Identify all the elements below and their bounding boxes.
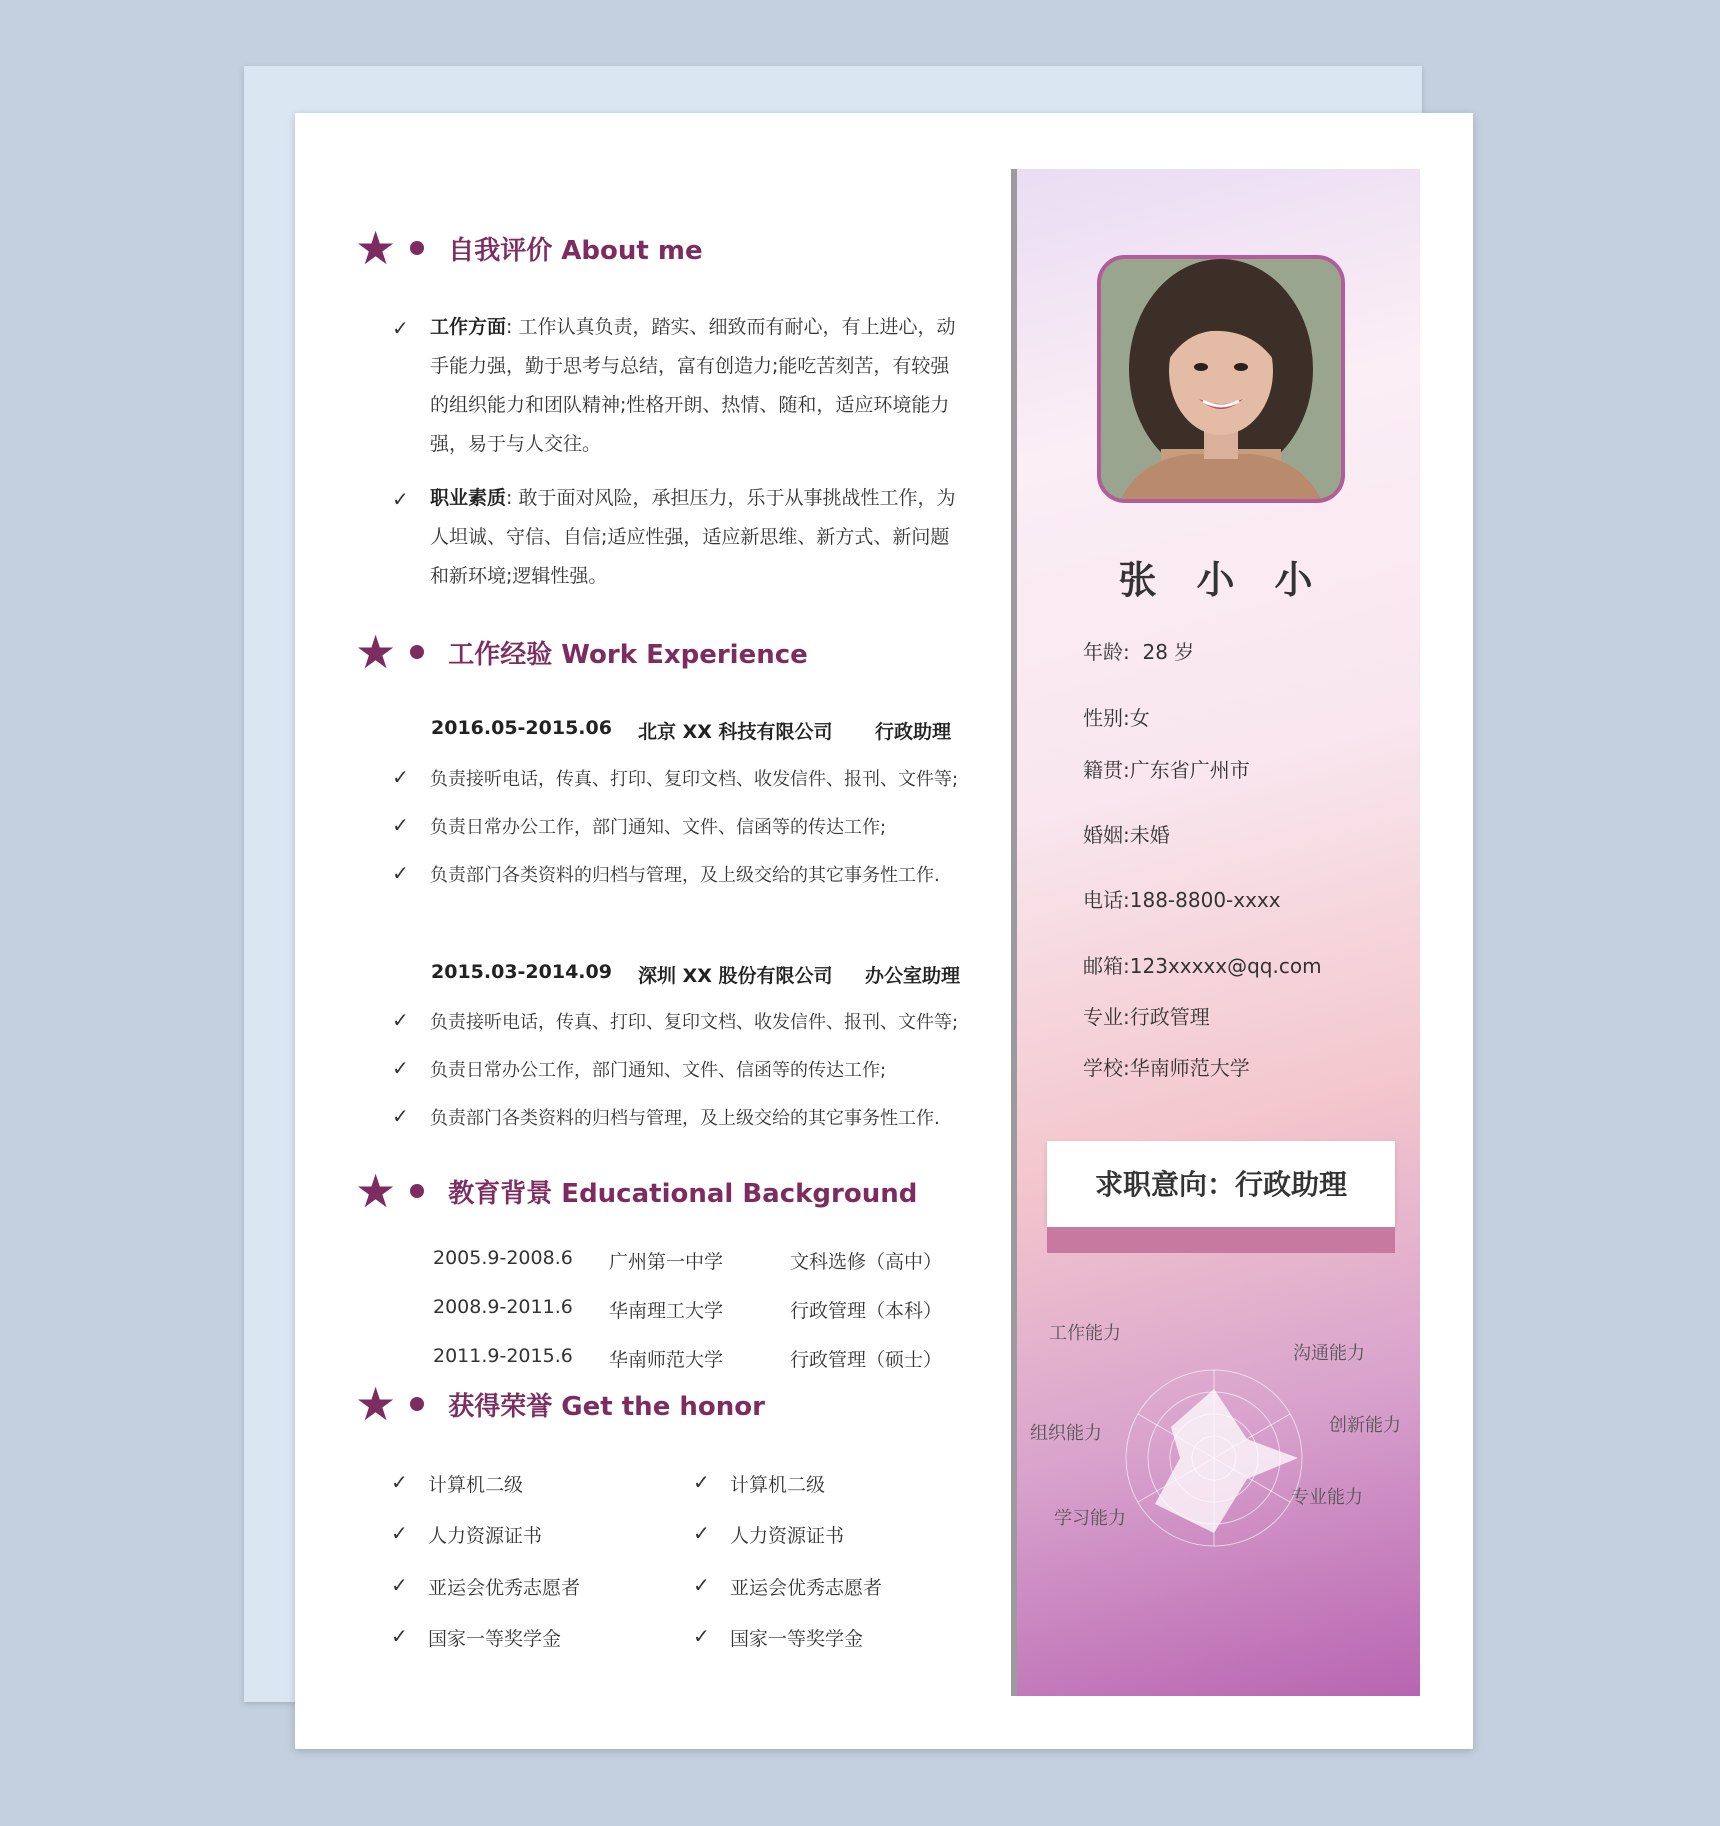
check-icon: ✓ (391, 1573, 408, 1597)
section-honor-header (355, 1377, 765, 1431)
section-title: 自我评价 About me (448, 235, 703, 266)
about-item-label: 工作方面 (430, 316, 507, 338)
honor-item: 国家一等奖学金 (730, 1628, 864, 1650)
resume-page (295, 113, 1473, 1749)
bullet-dot-icon (410, 645, 424, 659)
section-education-header (355, 1164, 918, 1218)
bullet-dot-icon (410, 241, 424, 255)
education-table (433, 1239, 953, 1371)
job-duty: 负责日常办公工作，部门通知、文件、信函等的传达工作; (430, 817, 887, 838)
info-label: 籍贯: (1083, 758, 1130, 782)
info-value: 123xxxxx@qq.com (1129, 954, 1322, 978)
check-icon: ✓ (392, 316, 409, 340)
info-email (1083, 950, 1322, 979)
bullet-dot-icon (410, 1397, 424, 1411)
star-icon: ★ (355, 1377, 397, 1431)
edu-period: 2011.9-2015.6 (433, 1345, 573, 1367)
honor-item: 人力资源证书 (730, 1525, 845, 1547)
info-age (1083, 636, 1194, 665)
info-label: 电话: (1083, 888, 1130, 912)
honor-item: 亚运会优秀志愿者 (730, 1577, 883, 1599)
about-item-text: : 工作认真负责，踏实、细致而有耐心，有上进心，动手能力强，勤于思考与总结，富有创造力;能吃苦刻苦，有较强的组织能力和团队精神;性格开朗、热情、随和，适应环境能力强，易于与人交往。 (430, 316, 956, 455)
job-duty: 负责接听电话，传真、打印、复印文档、收发信件、报刊、文件等; (430, 769, 959, 790)
section-work-header (355, 625, 808, 679)
edu-school: 广州第一中学 (609, 1251, 724, 1273)
skills-radar-chart (1011, 1309, 1420, 1609)
info-marital (1083, 819, 1170, 848)
section-title: 教育背景 Educational Background (448, 1178, 918, 1209)
about-item-label: 职业素质 (430, 487, 507, 509)
job-period: 2016.05-2015.06 (431, 717, 612, 739)
check-icon: ✓ (392, 861, 409, 885)
edu-major: 行政管理（本科） (790, 1300, 943, 1322)
portrait-image (1101, 259, 1341, 499)
info-value: 28 岁 (1142, 640, 1195, 664)
check-icon: ✓ (392, 1008, 409, 1032)
job-role: 行政助理 (875, 721, 952, 743)
info-value: 女 (1129, 706, 1150, 730)
edu-school: 华南师范大学 (609, 1349, 724, 1371)
check-icon: ✓ (693, 1624, 710, 1648)
edu-period: 2008.9-2011.6 (433, 1296, 573, 1318)
info-value: 华南师范大学 (1129, 1056, 1250, 1080)
info-label: 年龄: (1083, 640, 1130, 664)
check-icon: ✓ (391, 1521, 408, 1545)
radar-label: 组织能力 (1030, 1423, 1102, 1444)
info-label: 邮箱: (1083, 954, 1130, 978)
radar-label: 创新能力 (1329, 1415, 1401, 1436)
info-label: 学校: (1083, 1056, 1130, 1080)
info-value: 行政管理 (1129, 1005, 1210, 1029)
star-icon: ★ (355, 625, 397, 679)
check-icon: ✓ (392, 1056, 409, 1080)
job-duty: 负责接听电话，传真、打印、复印文档、收发信件、报刊、文件等; (430, 1012, 959, 1033)
star-icon: ★ (355, 221, 397, 275)
section-about-header (355, 221, 703, 275)
info-gender (1083, 702, 1150, 731)
info-value: 188-8800-xxxx (1129, 888, 1281, 912)
info-label: 婚姻: (1083, 823, 1130, 847)
edu-major: 文科选修（高中） (790, 1251, 943, 1273)
info-value: 广东省广州市 (1129, 758, 1250, 782)
honor-item: 计算机二级 (730, 1474, 826, 1496)
about-item-text: : 敢于面对风险，承担压力，乐于从事挑战性工作，为人坦诚、守信、自信;适应性强，适应新思维、新方式、新问题和新环境;逻辑性强。 (430, 487, 956, 587)
info-value: 未婚 (1129, 823, 1170, 847)
bullet-dot-icon (410, 1184, 424, 1198)
honor-item: 人力资源证书 (428, 1525, 543, 1547)
radar-area (1155, 1389, 1298, 1533)
check-icon: ✓ (392, 487, 409, 511)
check-icon: ✓ (391, 1470, 408, 1494)
info-major (1083, 1001, 1210, 1030)
edu-major: 行政管理（硕士） (790, 1349, 943, 1371)
check-icon: ✓ (392, 765, 409, 789)
job-duty: 负责部门各类资料的归档与管理，及上级交给的其它事务性工作. (430, 1108, 940, 1129)
job-intent-bar (1047, 1227, 1395, 1253)
radar-label: 工作能力 (1049, 1323, 1121, 1344)
honor-item: 计算机二级 (428, 1474, 524, 1496)
about-item (430, 479, 965, 596)
full-name: 张小小 (1118, 558, 1353, 602)
radar-label: 沟通能力 (1293, 1343, 1365, 1364)
edu-period: 2005.9-2008.6 (433, 1247, 573, 1269)
check-icon: ✓ (391, 1624, 408, 1648)
job-period: 2015.03-2014.09 (431, 961, 612, 983)
job-company: 北京 XX 科技有限公司 (638, 721, 833, 743)
section-title: 获得荣誉 Get the honor (448, 1391, 765, 1422)
info-hometown (1083, 754, 1250, 783)
check-icon: ✓ (693, 1470, 710, 1494)
info-phone (1083, 884, 1281, 913)
edu-school: 华南理工大学 (609, 1300, 724, 1322)
job-role: 办公室助理 (865, 965, 961, 987)
check-icon: ✓ (392, 1104, 409, 1128)
check-icon: ✓ (693, 1573, 710, 1597)
star-icon: ★ (355, 1164, 397, 1218)
job-intent-card (1047, 1141, 1395, 1227)
about-item (430, 308, 965, 464)
radar-label: 专业能力 (1291, 1487, 1363, 1508)
info-label: 性别: (1083, 706, 1130, 730)
section-title: 工作经验 Work Experience (448, 639, 808, 670)
check-icon: ✓ (693, 1521, 710, 1545)
avatar (1097, 255, 1345, 503)
check-icon: ✓ (392, 813, 409, 837)
job-duty: 负责日常办公工作，部门通知、文件、信函等的传达工作; (430, 1060, 887, 1081)
radar-label: 学习能力 (1054, 1508, 1126, 1529)
job-company: 深圳 XX 股份有限公司 (638, 965, 833, 987)
info-label: 专业: (1083, 1005, 1130, 1029)
job-intent: 求职意向：行政助理 (1094, 1168, 1347, 1201)
job-duty: 负责部门各类资料的归档与管理，及上级交给的其它事务性工作. (430, 865, 940, 886)
honor-item: 亚运会优秀志愿者 (428, 1577, 581, 1599)
honor-item: 国家一等奖学金 (428, 1628, 562, 1650)
info-school (1083, 1052, 1250, 1081)
